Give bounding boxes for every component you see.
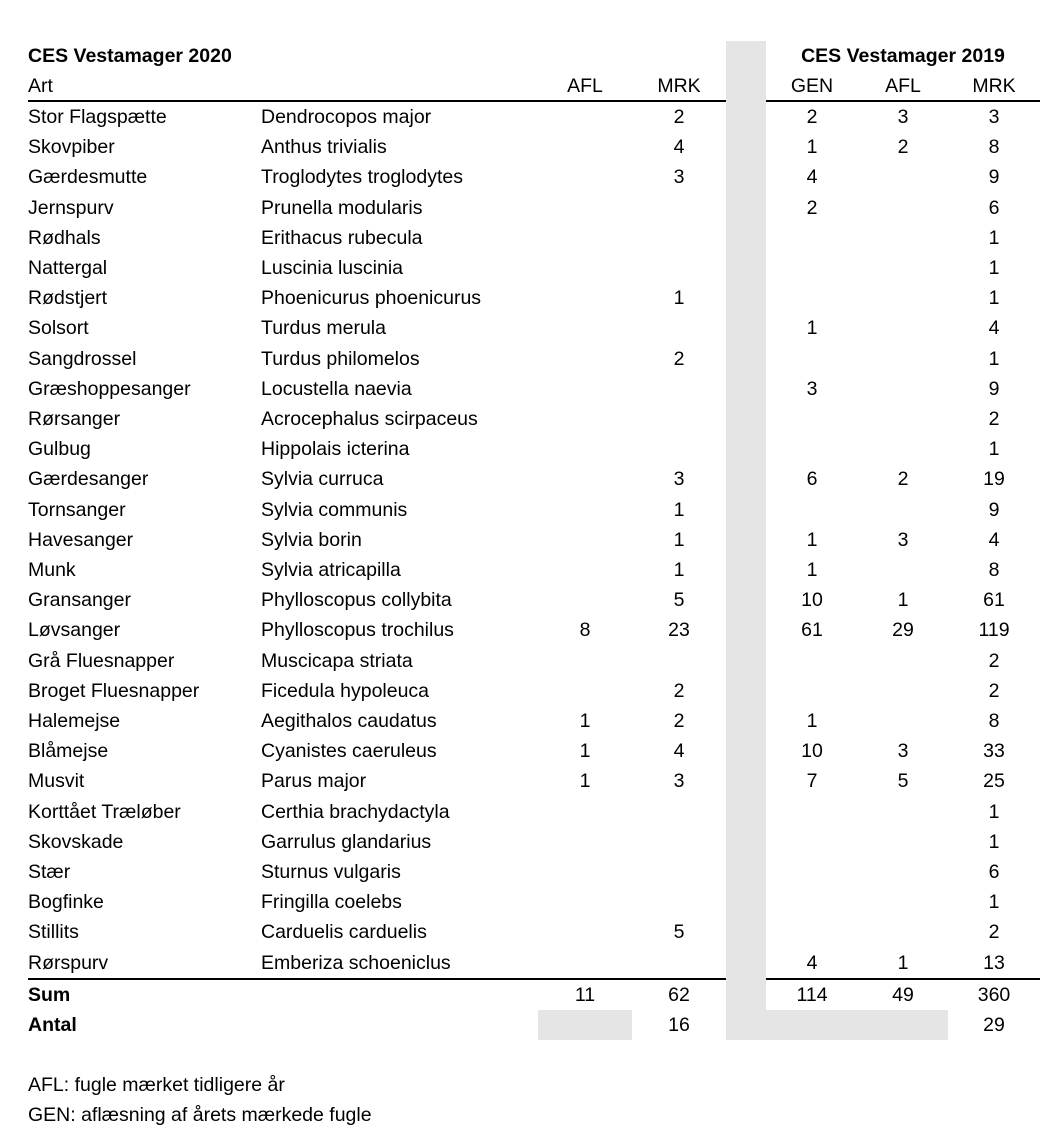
sum-gen-2019: 114 [796, 984, 828, 1006]
latin-name: Ficedula hypoleuca [261, 679, 430, 702]
afl-2019-cell: 3 [897, 106, 909, 128]
afl-2019-cell: 3 [897, 740, 909, 763]
latin-name: Anthus trivialis [261, 136, 387, 159]
antal-shade-gen-afl-2019 [766, 1010, 948, 1040]
latin-name: Emberiza schoeniclus [261, 951, 451, 974]
species-name: Græshoppesanger [28, 377, 191, 400]
separator-column [726, 41, 766, 1040]
species-name: Blåmejse [28, 740, 109, 763]
mrk-2020-cell: 1 [673, 559, 685, 581]
species-name: Rødhals [28, 226, 101, 249]
latin-name: Hippolais icterina [261, 438, 410, 461]
afl-2019-cell: 1 [897, 589, 909, 612]
mrk-2019-cell: 61 [983, 589, 1005, 612]
header-mrk-2020: MRK [657, 75, 701, 97]
mrk-2019-cell: 1 [988, 438, 1000, 461]
latin-name: Phylloscopus collybita [261, 589, 452, 612]
gen-2019-cell: 1 [806, 710, 818, 732]
species-name: Rødstjert [28, 287, 108, 310]
sum-mrk-2020: 62 [668, 984, 690, 1006]
latin-name: Luscinia luscinia [261, 257, 403, 279]
latin-name: Sylvia borin [261, 528, 362, 551]
gen-2019-cell: 3 [806, 377, 818, 400]
afl-2019-cell: 1 [897, 951, 909, 974]
species-name: Musvit [28, 770, 85, 793]
sum-afl-2019: 49 [892, 984, 914, 1006]
gen-2019-cell: 4 [806, 166, 818, 189]
mrk-2020-cell: 3 [673, 770, 685, 793]
sum-label: Sum [28, 984, 71, 1006]
mrk-2020-cell: 1 [673, 287, 685, 310]
mrk-2019-cell: 1 [988, 287, 1000, 310]
mrk-2019-cell: 2 [988, 649, 1000, 672]
species-name: Halemejse [28, 710, 121, 732]
antal-mrk-2020: 16 [668, 1014, 690, 1036]
mrk-2019-cell: 33 [983, 740, 1005, 763]
latin-name: Turdus philomelos [261, 347, 420, 370]
afl-2019-cell: 3 [897, 528, 909, 551]
latin-name: Sylvia communis [261, 498, 408, 521]
gen-2019-cell: 2 [806, 106, 818, 128]
header-art: Art [28, 75, 53, 97]
mrk-2019-cell: 13 [983, 951, 1005, 974]
mrk-2020-cell: 3 [673, 468, 685, 491]
mrk-2019-cell: 4 [988, 528, 1000, 551]
mrk-2020-cell: 2 [673, 679, 685, 702]
species-name: Gærdesanger [28, 468, 149, 491]
mrk-2019-cell: 1 [988, 891, 1000, 914]
latin-name: Prunella modularis [261, 196, 423, 219]
species-name: Gransanger [28, 589, 131, 612]
mrk-2019-cell: 1 [988, 257, 1000, 279]
note-afl: AFL: fugle mærket tidligere år [28, 1074, 285, 1096]
latin-name: Troglodytes troglodytes [261, 166, 463, 189]
latin-name: Dendrocopos major [261, 106, 432, 128]
antal-label: Antal [28, 1014, 77, 1036]
species-name: Broget Fluesnapper [28, 679, 200, 702]
gen-2019-cell: 10 [801, 589, 823, 612]
gen-2019-cell: 1 [806, 528, 818, 551]
afl-2019-cell: 2 [897, 136, 909, 159]
mrk-2019-cell: 8 [988, 136, 1000, 159]
gen-2019-cell: 2 [806, 196, 818, 219]
mrk-2019-cell: 2 [988, 679, 1000, 702]
mrk-2020-cell: 2 [673, 347, 685, 370]
mrk-2020-cell: 1 [673, 498, 685, 521]
mrk-2019-cell: 4 [988, 317, 1000, 340]
header-gen-2019: GEN [790, 75, 834, 97]
mrk-2019-cell: 3 [988, 106, 1000, 128]
header-mrk-2019: MRK [972, 75, 1016, 97]
mrk-2019-cell: 1 [988, 830, 1000, 853]
gen-2019-cell: 10 [801, 740, 823, 763]
mrk-2020-cell: 3 [673, 166, 685, 189]
mrk-2020-cell: 4 [673, 136, 685, 159]
species-name: Stillits [28, 921, 79, 944]
latin-name: Phoenicurus phoenicurus [261, 287, 482, 310]
gen-2019-cell: 7 [806, 770, 818, 793]
latin-name: Phylloscopus trochilus [261, 619, 454, 642]
mrk-2019-cell: 1 [988, 226, 1000, 249]
latin-name: Sylvia atricapilla [261, 559, 401, 581]
afl-2020-cell: 8 [579, 619, 591, 642]
species-name: Jernspurv [28, 196, 114, 219]
gen-2019-cell: 4 [806, 951, 818, 974]
latin-name: Locustella naevia [261, 377, 412, 400]
latin-name: Garrulus glandarius [261, 830, 432, 853]
species-name: Gærdesmutte [28, 166, 148, 189]
mrk-2019-cell: 6 [988, 861, 1000, 883]
mrk-2020-cell: 2 [673, 710, 685, 732]
species-name: Rørsanger [28, 408, 121, 430]
species-name: Tornsanger [28, 498, 126, 521]
mrk-2020-cell: 5 [673, 921, 685, 944]
species-name: Skovpiber [28, 136, 115, 159]
species-name: Korttået Træløber [28, 800, 181, 823]
header-afl-2020: AFL [567, 75, 603, 97]
mrk-2020-cell: 23 [668, 619, 690, 642]
species-name: Sangdrossel [28, 347, 137, 370]
mrk-2019-cell: 1 [988, 800, 1000, 823]
latin-name: Turdus merula [261, 317, 386, 340]
mrk-2019-cell: 6 [988, 196, 1000, 219]
mrk-2019-cell: 8 [988, 559, 1000, 581]
mrk-2019-cell: 2 [988, 408, 1000, 430]
mrk-2019-cell: 8 [988, 710, 1000, 732]
latin-name: Muscicapa striata [261, 649, 413, 672]
sum-afl-2020: 11 [574, 984, 596, 1006]
mrk-2019-cell: 2 [988, 921, 1000, 944]
header-afl-2019: AFL [885, 75, 921, 97]
gen-2019-cell: 1 [806, 559, 818, 581]
antal-shade-afl-2020 [538, 1010, 632, 1040]
afl-2019-cell: 5 [897, 770, 909, 793]
latin-name: Fringilla coelebs [261, 891, 402, 914]
mrk-2019-cell: 9 [988, 377, 1000, 400]
gen-2019-cell: 61 [801, 619, 823, 642]
mrk-2020-cell: 2 [673, 106, 685, 128]
mrk-2020-cell: 1 [673, 528, 685, 551]
species-name: Stær [28, 861, 71, 883]
title-2020: CES Vestamager 2020 [28, 45, 232, 67]
mrk-2019-cell: 25 [983, 770, 1005, 793]
latin-name: Parus major [261, 770, 367, 793]
mrk-2019-cell: 19 [983, 468, 1005, 491]
gen-2019-cell: 1 [806, 317, 818, 340]
latin-name: Cyanistes caeruleus [261, 740, 437, 763]
latin-name: Aegithalos caudatus [261, 710, 437, 732]
latin-name: Erithacus rubecula [261, 226, 423, 249]
mrk-2019-cell: 9 [988, 166, 1000, 189]
mrk-2019-cell: 119 [978, 619, 1010, 642]
latin-name: Sylvia curruca [261, 468, 384, 491]
latin-name: Sturnus vulgaris [261, 861, 401, 883]
mrk-2020-cell: 5 [673, 589, 685, 612]
afl-2020-cell: 1 [579, 740, 591, 763]
species-name: Bogfinke [28, 891, 104, 914]
species-name: Skovskade [28, 830, 124, 853]
antal-mrk-2019: 29 [983, 1014, 1005, 1036]
mrk-2019-cell: 1 [988, 347, 1000, 370]
afl-2020-cell: 1 [579, 770, 591, 793]
latin-name: Certhia brachydactyla [261, 800, 450, 823]
sum-mrk-2019: 360 [977, 984, 1011, 1006]
afl-2019-cell: 2 [897, 468, 909, 491]
note-gen: GEN: aflæsning af årets mærkede fugle [28, 1104, 372, 1126]
gen-2019-cell: 1 [806, 136, 818, 159]
latin-name: Carduelis carduelis [261, 921, 427, 944]
mrk-2019-cell: 9 [988, 498, 1000, 521]
gen-2019-cell: 6 [806, 468, 818, 491]
species-name: Gulbug [28, 438, 91, 461]
species-name: Rørspurv [28, 951, 109, 974]
species-name: Nattergal [28, 257, 108, 279]
species-name: Havesanger [28, 528, 134, 551]
title-2019: CES Vestamager 2019 [801, 45, 1005, 67]
latin-name: Acrocephalus scirpaceus [261, 408, 478, 430]
species-name: Munk [28, 559, 76, 581]
afl-2019-cell: 29 [892, 619, 914, 642]
afl-2020-cell: 1 [579, 710, 591, 732]
species-name: Løvsanger [28, 619, 121, 642]
mrk-2020-cell: 4 [673, 740, 685, 763]
species-name: Grå Fluesnapper [28, 649, 175, 672]
species-name: Solsort [28, 317, 89, 340]
species-name: Stor Flagspætte [28, 106, 167, 128]
